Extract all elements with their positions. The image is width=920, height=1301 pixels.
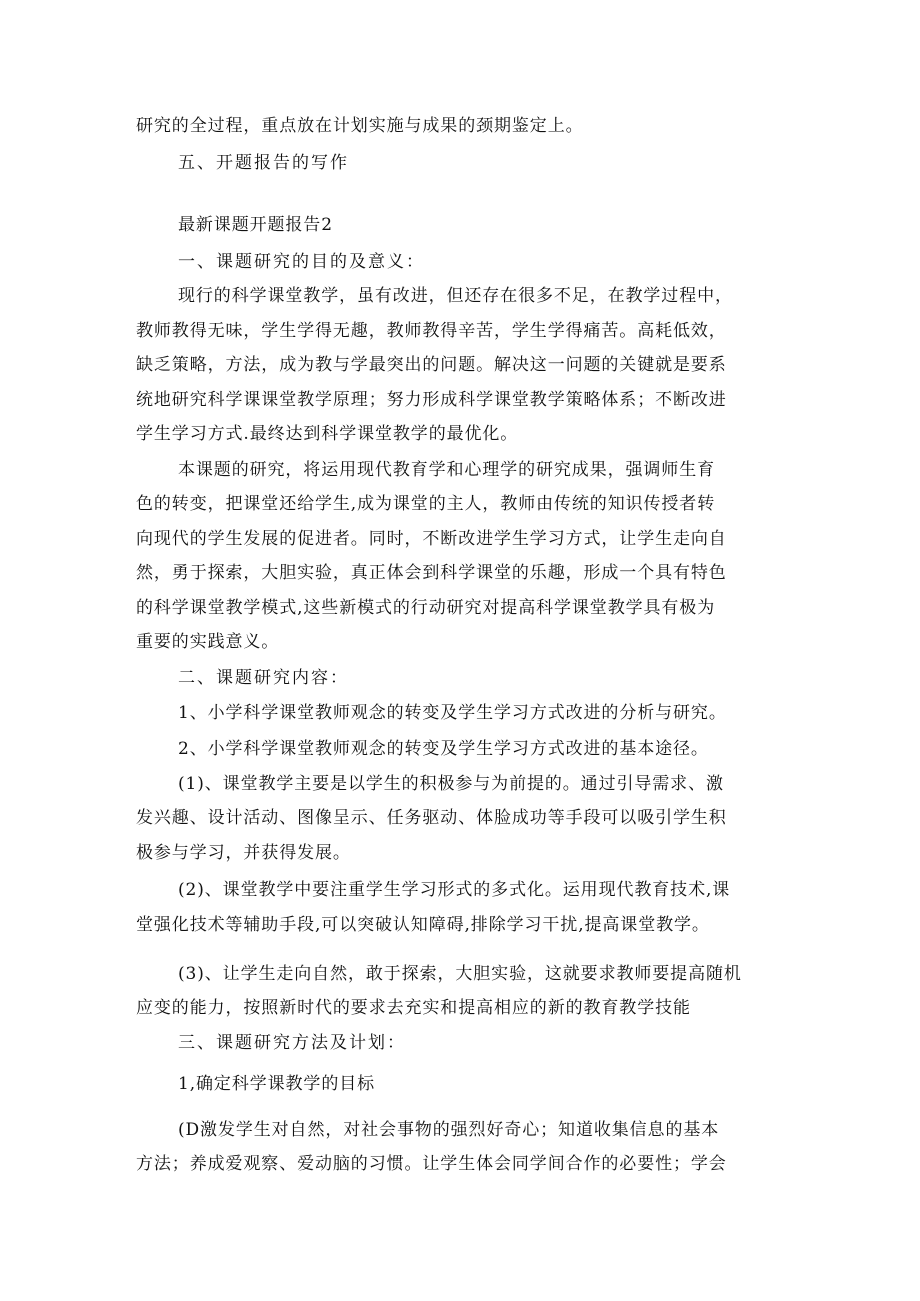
paragraph-line: 色的转变，把课堂还给学生,成为课堂的主人，教师由传统的知识传授者转 bbox=[136, 494, 716, 514]
paragraph-line: 教师教得无味，学生学得无趣，教师教得辛苦，学生学得痛苦。高耗低效， bbox=[136, 321, 727, 341]
paragraph-line: 堂强化技术等辅助手段,可以突破认知障碍,排除学习干扰,提高课堂教学。 bbox=[136, 915, 710, 935]
paragraph-line: 缺乏策略，方法，成为教与学最突出的问题。解决这一问题的关键就是要系 bbox=[136, 355, 727, 375]
list-item: (3)、让学生走向自然，敢于探索，大胆实验，这就要求教师要提高随机 bbox=[178, 964, 742, 984]
list-item: (D激发学生对自然，对社会事物的强烈好奇心；知道收集信息的基本 bbox=[178, 1120, 720, 1140]
list-item: 2、小学科学课堂教师观念的转变及学生学习方式改进的基本途径。 bbox=[178, 739, 709, 759]
paragraph-line: 方法；养成爱观察、爱动脑的习惯。让学生体会同学间合作的必要性；学会 bbox=[136, 1154, 727, 1174]
section-heading: 一、课题研究的目的及意义： bbox=[178, 252, 425, 272]
paragraph-line: 向现代的学生发展的促进者。同时，不断改进学生学习方式，让学生走向自 bbox=[136, 529, 727, 549]
list-item: (1)、课堂教学主要是以学生的积极参与为前提的。通过引导需求、激 bbox=[178, 774, 724, 794]
paragraph-line: 的科学课堂教学模式,这些新模式的行动研究对提高科学课堂教学具有极为 bbox=[136, 598, 716, 618]
section-heading: 五、开题报告的写作 bbox=[178, 153, 349, 173]
paragraph-line: 学生学习方式.最终达到科学课堂教学的最优化。 bbox=[136, 424, 519, 444]
paragraph-line: 极参与学习，并获得发展。 bbox=[136, 843, 351, 863]
section-heading: 三、课题研究方法及计划： bbox=[178, 1033, 406, 1053]
document-title: 最新课题开题报告2 bbox=[178, 215, 333, 235]
paragraph-line: 现行的科学课堂教学，虽有改进，但还存在很多不足，在教学过程中， bbox=[178, 286, 733, 306]
paragraph-line: 重要的实践意义。 bbox=[136, 632, 280, 652]
paragraph-line: 研究的全过程，重点放在计划实施与成果的颈期鉴定上。 bbox=[136, 116, 584, 136]
paragraph-line: 应变的能力，按照新时代的要求去充实和提高相应的新的教育教学技能 bbox=[136, 998, 691, 1018]
section-heading: 二、课题研究内容： bbox=[178, 668, 349, 688]
paragraph-line: 统地研究科学课课堂教学原理；努力形成科学课堂教学策略体系；不断改进 bbox=[136, 390, 727, 410]
paragraph-line: 发兴趣、设计活动、图像呈示、任务驱动、体脸成功等手段可以吸引学生积 bbox=[136, 808, 727, 828]
list-item: 1、小学科学课堂教师观念的转变及学生学习方式改进的分析与研究。 bbox=[178, 703, 727, 723]
paragraph-line: 然，勇于探索，大胆实验，真正体会到科学课堂的乐趣，形成一个具有特色 bbox=[136, 563, 727, 583]
list-item: (2)、课堂教学中要注重学生学习形式的多式化。运用现代教育技术,课 bbox=[178, 880, 731, 900]
paragraph-line: 本课题的研究，将运用现代教育学和心理学的研究成果，强调师生育 bbox=[178, 460, 715, 480]
list-item: 1,确定科学课教学的目标 bbox=[178, 1074, 376, 1094]
